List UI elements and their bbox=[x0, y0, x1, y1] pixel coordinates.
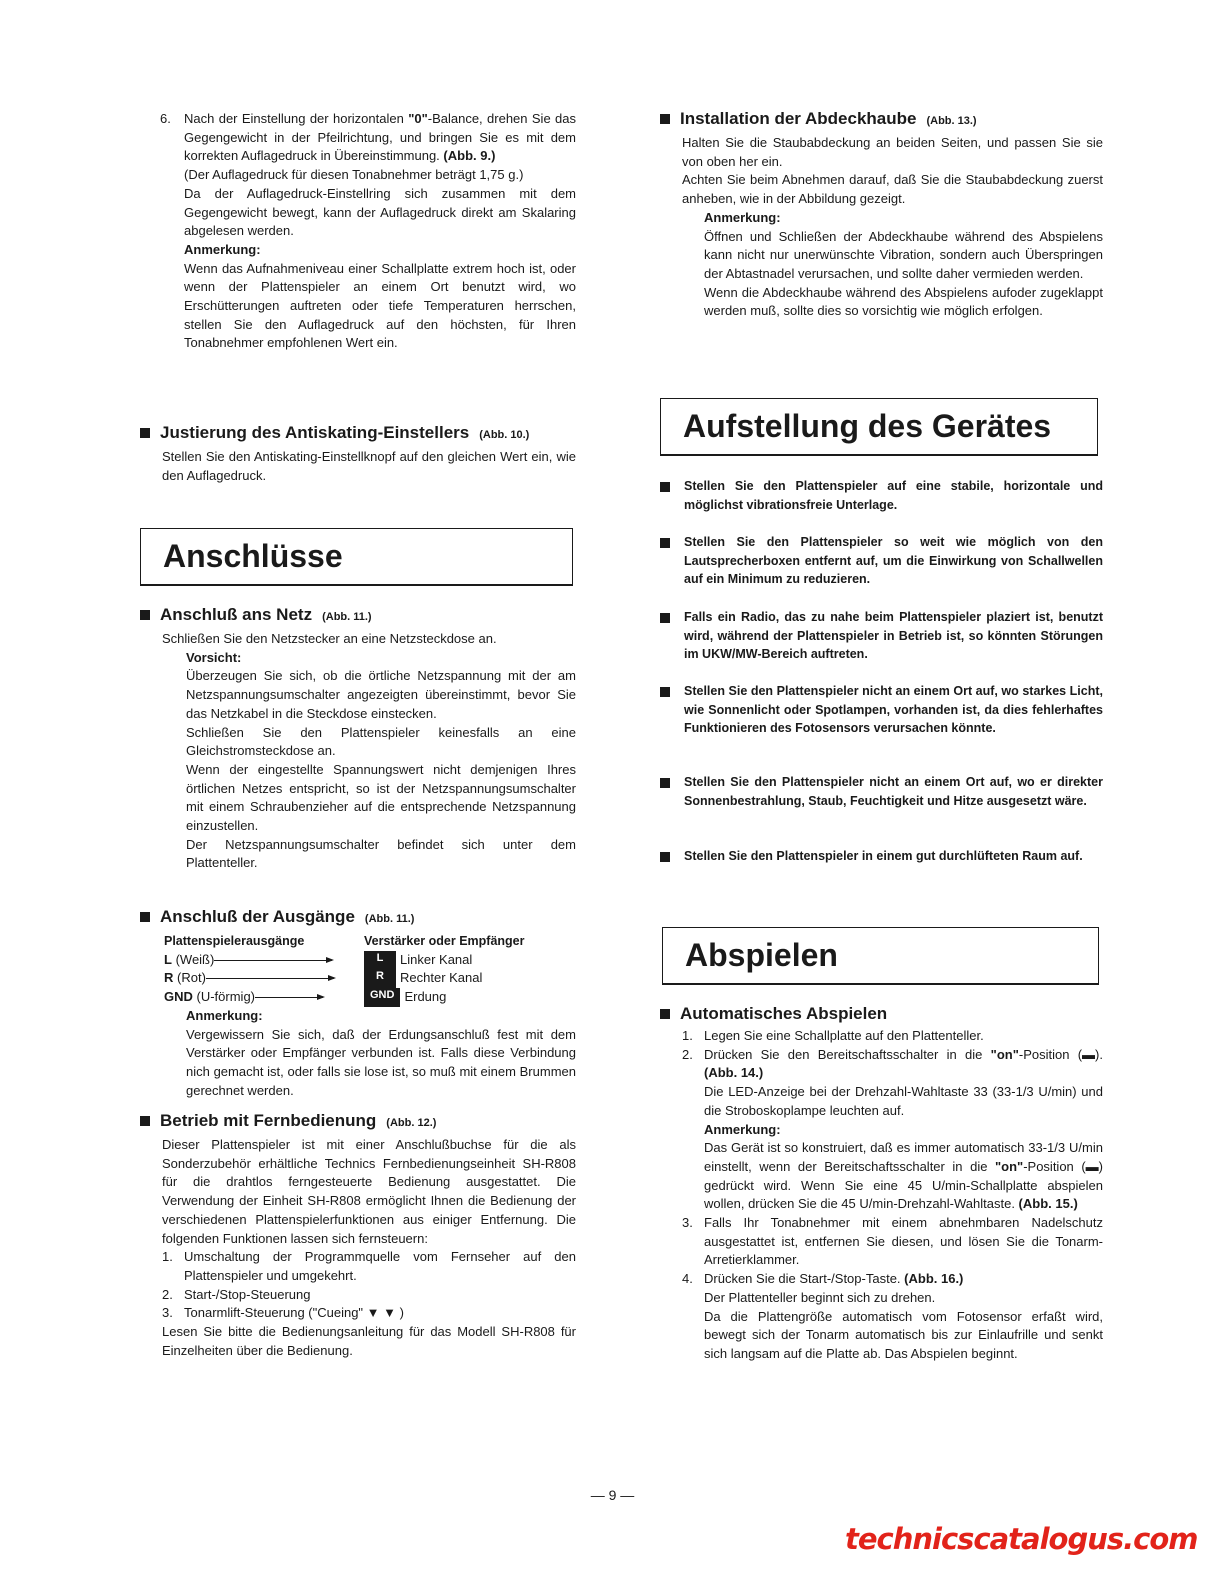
step-text: Legen Sie eine Schallplatte auf den Plattenteller. bbox=[704, 1028, 984, 1043]
figure-ref: (Abb. 13.) bbox=[926, 115, 977, 127]
page-number: — 9 — bbox=[590, 1487, 635, 1503]
dust-cover-section bbox=[660, 108, 1103, 321]
step-text: Drücken Sie die Start-/Stop-Taste. (Abb. 16.) Der Plattenteller beginnt sich zu drehen. Da die Plattengröße automatisch vom Fotosensor erfaßt wird, bewegt sich der Tonarm automatisch bis zur Einlaufrille und senkt sich langsam auf die Platte ab. Das Abspielen beginnt. bbox=[704, 1271, 1103, 1361]
paragraph: (Der Auflagedruck für diesen Tonabnehmer beträgt 1,75 g.) bbox=[184, 167, 524, 183]
paragraph: Dieser Plattenspieler ist mit einer Anschlußbuchse für die als Sonderzubehör erhältliche Technics Fernbedienungseinheit SH-R808 für die drahtlos ferngesteuerte Bedienung ausgestattet. Die Verwendung der Einheit SH-R808 ermöglicht Ihnen die Bedienung der verschiedenen Plattenspielerfunktionen aus einiger Entfernung. Die folgenden Funktionen lassen sich fernsteuern: bbox=[162, 1137, 576, 1246]
section-heading: Justierung des Antiskating-Einstellers bbox=[160, 423, 470, 442]
list-item: Umschaltung der Programmquelle vom Fernseher auf den Plattenspieler und umgekehrt. bbox=[184, 1249, 576, 1283]
paragraph: Lesen Sie bitte die Bedienungsanleitung für das Modell SH-R808 für Einzelheiten über die Bedienung. bbox=[162, 1324, 576, 1358]
watermark: technicscatalogus.com bbox=[845, 1522, 1198, 1556]
paragraph: Schließen Sie den Netzstecker an eine Netzsteckdose an. bbox=[162, 631, 497, 646]
list-item: Start-/Stop-Steuerung bbox=[184, 1286, 311, 1302]
paragraph: Schließen Sie den Plattenspieler keinesfalls an eine Gleichstromsteckdose an. bbox=[186, 724, 576, 759]
terminal-label: L bbox=[364, 951, 396, 970]
bullet-square-icon bbox=[660, 687, 670, 697]
paragraph: Wenn der eingestellte Spannungswert nicht demjenigen Ihres örtlichen Netzes entspricht, so ist der Netzspannungsumschalter mit einem Schraubenzieher auf die entsprechende Netzspannung einzustellen. bbox=[186, 761, 576, 834]
bullet-square-icon bbox=[140, 1116, 150, 1126]
terminal-label: R bbox=[364, 969, 396, 988]
paragraph: Achten Sie beim Abnehmen darauf, daß Sie die Staubabdeckung zuerst anheben, wie in der Abbildung gezeigt. bbox=[682, 172, 1103, 207]
bullet-square-icon bbox=[140, 912, 150, 922]
section-heading: Anschluß der Ausgänge bbox=[160, 907, 355, 926]
paragraph: Überzeugen Sie sich, ob die örtliche Netzspannung mit der am Netzspannungsumschalter angezeigten übereinstimmt, bevor Sie das Netzkabel in die Steckdose einstecken. bbox=[186, 668, 576, 721]
figure-ref: (Abb. 11.) bbox=[364, 913, 415, 925]
figure-ref: (Abb. 11.) bbox=[322, 611, 372, 623]
bullet-square-icon bbox=[660, 1009, 670, 1019]
note-label: Anmerkung: bbox=[704, 1121, 781, 1137]
note-label: Anmerkung: bbox=[184, 241, 261, 257]
paragraph: Halten Sie die Staubabdeckung an beiden Seiten, und passen Sie sie von oben her ein. bbox=[682, 135, 1103, 169]
chapter-heading-anschluesse: Anschlüsse bbox=[140, 528, 573, 586]
note-label: Anmerkung: bbox=[704, 209, 781, 225]
figure-ref: (Abb. 12.) bbox=[386, 1117, 437, 1129]
setup-bullet: Stellen Sie den Plattenspieler auf eine stabile, horizontale und möglichst vibrationsfreie Unterlage. bbox=[660, 477, 1103, 514]
bullet-square-icon bbox=[660, 482, 670, 492]
paragraph: Wenn die Abdeckhaube während des Abspielens aufoder zugeklappt werden muß, sollte dies so vorsichtig wie möglich erfolgen. bbox=[704, 284, 1103, 319]
bullet-square-icon bbox=[660, 852, 670, 862]
paragraph: Da der Auflagedruck-Einstellring sich zusammen mit dem Gegengewicht bewegt, kann der Auflagedruck direkt am Skalaring abgelesen werden. bbox=[184, 185, 576, 239]
paragraph: Stellen Sie den Antiskating-Einstellknopf auf den gleichen Wert ein, wie den Auflagedruck. bbox=[162, 449, 576, 483]
chapter-heading-aufstellung: Aufstellung des Gerätes bbox=[660, 398, 1098, 456]
terminal-label: GND bbox=[364, 988, 400, 1007]
bullet-square-icon bbox=[140, 428, 150, 438]
bullet-square-icon bbox=[660, 538, 670, 548]
step-number: 6. bbox=[160, 111, 171, 126]
setup-bullet: Falls ein Radio, das zu nahe beim Plattenspieler plaziert ist, benutzt wird, während der Plattenspieler in Betrieb ist, so könnten Störungen im UKW/MW-Bereich auftreten. bbox=[660, 608, 1103, 664]
step-6-text: Nach der Einstellung der horizontalen "0"-Balance, drehen Sie das Gegengewicht in der Pfeilrichtung, und bringen Sie es mit dem korrekten Auflagedruck in Übereinstimmung. (Abb. 9.) bbox=[184, 111, 576, 164]
paragraph: Wenn das Aufnahmeniveau einer Schallplatte extrem hoch ist, oder wenn der Plattenspieler an einem Ort benutzt wird, wo Erschütterungen auftreten oder tiefe Temperaturen herrschen, stellen Sie den Auflagedruck auf den höchsten, für Ihren Tonabnehmer empfohlenen Wert ein. bbox=[184, 260, 576, 351]
mains-section bbox=[140, 604, 576, 873]
step-6 bbox=[140, 110, 576, 353]
bullet-square-icon bbox=[660, 778, 670, 788]
paragraph: Vergewissern Sie sich, daß der Erdungsanschluß fest mit dem Verstärker oder Empfänger verbunden ist. Falls diese Verbindung nich gemacht ist, oder falls sie lose ist, so muß mit einem Brummen gerechnet werden. bbox=[186, 1026, 576, 1098]
auto-play-section: Automatisches Abspielen 1. Legen Sie eine Schallplatte auf den Plattenteller. 2. Drücken Sie den Bereitschaftsschalter in die "on"-Position (▬). (Abb. 14.) Die LED-Anzeige bei der Drehzahl-Wahltaste 33 (33-1/3 U/min) und die Stroboskoplampe leuchten auf. Anmerkung: Das Gerät ist so konstruiert, daß es immer automatisch 33-1/3 U/min einstellt, wenn der Bereitschaftsschalter in die "on"-Position (▬) gedrückt wird. Wenn Sie eine 45 U/min-Schallplatte abspielen wollen, drücken Sie die 45 U/min-Drehzahl-Wahltaste. (Abb. 15.) 3. Falls Ihr Tonabnehmer mit einem abnehmbaren Nadelschutz ausgestattet ist, entfernen Sie diesen, und lösen Sie die Tonarm-Arretierklammer. 4. Drücken Sie die Start-/Stop-Taste. (Abb. 16.) Der Plattenteller beginnt sich zu drehen. Da die Plattengröße automatisch vom Fotosensor erfaßt wird, bewegt sich der Tonarm automatisch bis zur Einlaufrille und senkt sich langsam auf die Platte ab. Das Abspielen beginnt. bbox=[660, 1003, 1103, 1364]
column-header: Verstärker oder Empfänger bbox=[364, 934, 525, 948]
setup-bullet: Stellen Sie den Plattenspieler in einem gut durchlüfteten Raum auf. bbox=[660, 847, 1103, 866]
section-heading: Betrieb mit Fernbedienung bbox=[160, 1111, 377, 1130]
caution-label: Vorsicht: bbox=[186, 649, 242, 665]
section-heading: Installation der Abdeckhaube bbox=[680, 109, 917, 128]
list-item: Tonarmlift-Steuerung ("Cueing" ▼ ▼ ) bbox=[184, 1305, 404, 1321]
column-header: Plattenspielerausgänge bbox=[164, 934, 305, 948]
bullet-square-icon bbox=[660, 114, 670, 124]
bullet-square-icon bbox=[660, 613, 670, 623]
figure-ref: (Abb. 10.) bbox=[479, 429, 530, 441]
note-label: Anmerkung: bbox=[186, 1007, 263, 1023]
remote-section: Betrieb mit Fernbedienung (Abb. 12.) Dieser Plattenspieler ist mit einer Anschlußbuchse für die als Sonderzubehör erhältliche Technics Fernbedienungseinheit SH-R808 für die drahtlos ferngesteuerte Bedienung ausgestattet. Die Verwendung der Einheit SH-R808 ermöglicht Ihnen die Bedienung der verschiedenen Plattenspielerfunktionen aus einiger Entfernung. Die folgenden Funktionen lassen sich fernsteuern: 1. Umschaltung der Programmquelle vom Fernseher auf den Plattenspieler und umgekehrt. 2. Start-/Stop-Steuerung 3. Tonarmlift-Steuerung ("Cueing" ▼ ▼ ) Lesen Sie bitte die Bedienungsanleitung für das Modell SH-R808 für Einzelheiten über die Bedienung. bbox=[140, 1110, 576, 1360]
setup-bullet: Stellen Sie den Plattenspieler so weit wie möglich von den Lautsprecherboxen entfernt auf, um die Einwirkung von Schallwellen auf ein Minimum zu reduzieren. bbox=[660, 533, 1103, 589]
section-heading: Anschluß ans Netz bbox=[160, 605, 313, 624]
paragraph: Öffnen und Schließen der Abdeckhaube während des Abspielens kann nicht nur unerwünschte Vibration, sondern auch Überspringen der Abtastnadel verursachen, und sollte daher vermieden werden. bbox=[704, 228, 1103, 281]
paragraph: Der Netzspannungsumschalter befindet sich unter dem Plattenteller. bbox=[186, 836, 576, 871]
setup-bullet: Stellen Sie den Plattenspieler nicht an einem Ort auf, wo starkes Licht, wie Sonnenlicht oder Spotlampen, vorhanden ist, da dies fehlerhaftes Funktionieren des Fotosensors verursachen könnte. bbox=[660, 682, 1103, 738]
outputs-section: Anschluß der Ausgänge (Abb. 11.) Plattenspielerausgänge Verstärker oder Empfänger L (Weiß) L Linker Kanal R (Rot) R Rechter Kanal GND (U-förmig) GND Erdung Anmerkung: Vergewissern Sie sich, daß der Erdungsanschluß fest mit dem Verstärker oder Empfänger verbunden ist. Falls diese Verbindung nich gemacht ist, oder falls sie lose ist, so muß mit einem Brummen gerechnet werden. bbox=[140, 906, 576, 1100]
step-text: Drücken Sie den Bereitschaftsschalter in die "on"-Position (▬). (Abb. 14.) Die LED-Anzeige bei der Drehzahl-Wahltaste 33 (33-1/3 U/min) und die Stroboskoplampe leuchten auf. Anmerkung: Das Gerät ist so konstruiert, daß es immer automatisch 33-1/3 U/min einstellt, wenn der Bereitschaftsschalter in die "on"-Position (▬) gedrückt wird. Wenn Sie eine 45 U/min-Schallplatte abspielen wollen, drücken Sie die 45 U/min-Drehzahl-Wahltaste. (Abb. 15.) bbox=[704, 1046, 1103, 1212]
step-text: Falls Ihr Tonabnehmer mit einem abnehmbaren Nadelschutz ausgestattet ist, entfernen Sie diesen, und lösen Sie die Tonarm-Arretierklammer. bbox=[704, 1215, 1103, 1268]
chapter-heading-abspielen: Abspielen bbox=[662, 927, 1099, 985]
antiskating-section bbox=[140, 422, 576, 485]
bullet-square-icon bbox=[140, 610, 150, 620]
section-heading: Automatisches Abspielen bbox=[680, 1004, 888, 1023]
setup-bullet: Stellen Sie den Plattenspieler nicht an einem Ort auf, wo er direkter Sonnenbestrahlung, Staub, Feuchtigkeit und Hitze ausgesetzt wäre. bbox=[660, 773, 1103, 810]
